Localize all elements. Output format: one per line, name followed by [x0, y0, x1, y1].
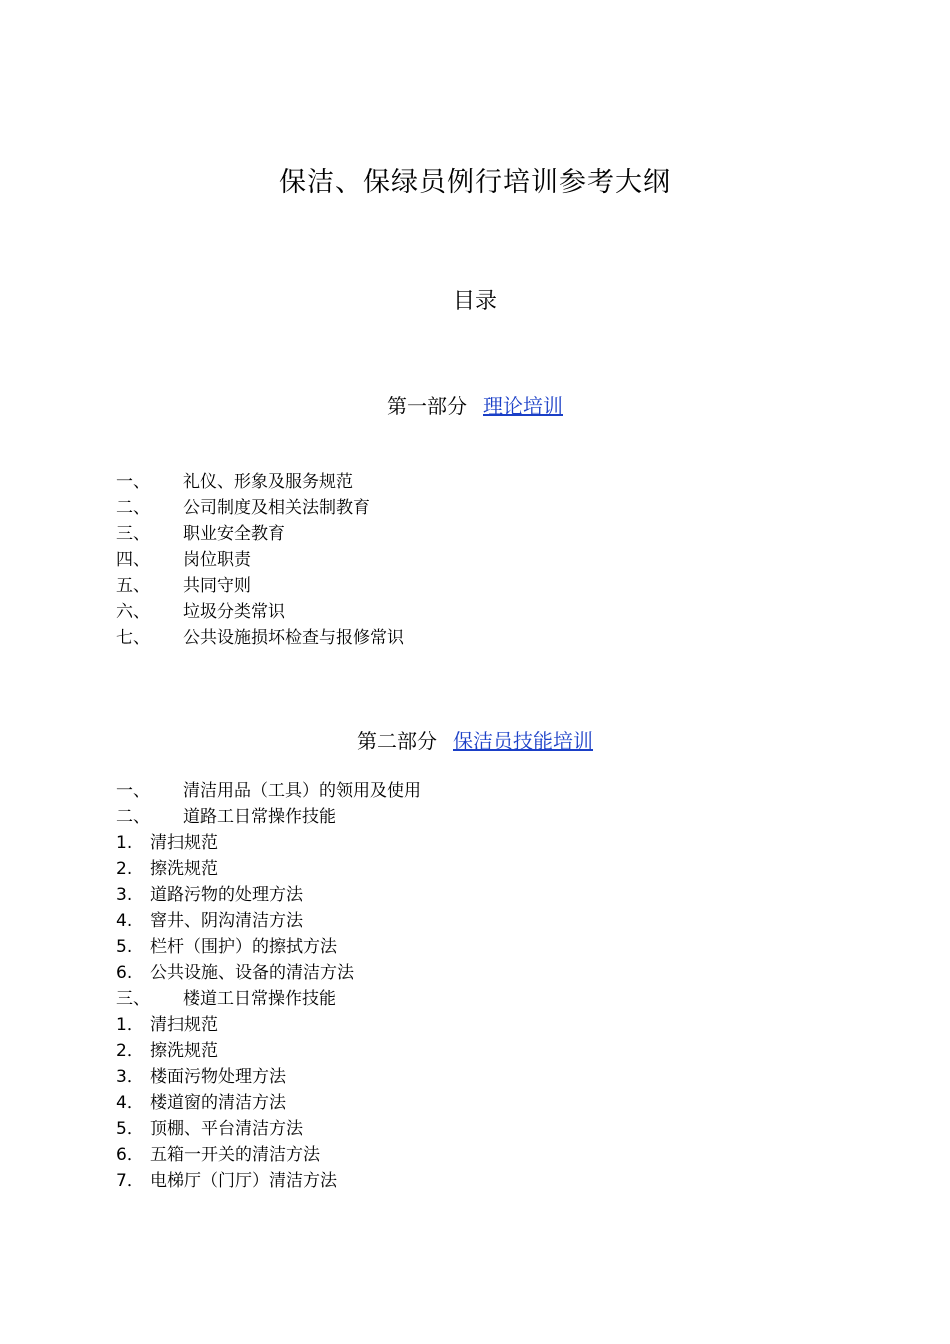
item-number: 四、: [116, 550, 150, 570]
list-item: [116, 830, 354, 856]
list-item: [116, 960, 354, 986]
list-item: [116, 882, 354, 908]
item-number: 三、: [116, 989, 150, 1009]
item-number: 二、: [116, 807, 150, 827]
item-number: 6．: [116, 1145, 144, 1165]
list-item: [116, 908, 354, 934]
list-item: [116, 1116, 337, 1142]
item-text: 公共设施、设备的清洁方法: [150, 963, 354, 983]
item-number: 7．: [116, 1171, 144, 1191]
item-text: 楼道窗的清洁方法: [150, 1093, 286, 1113]
item-text: 电梯厅（门厅）清洁方法: [150, 1171, 337, 1191]
item-text: 楼面污物处理方法: [150, 1067, 286, 1087]
list-item: [116, 495, 404, 521]
item-text: 楼道工日常操作技能: [183, 989, 336, 1009]
part2-section2-items: [116, 830, 354, 986]
item-number: 2．: [116, 1041, 144, 1061]
item-number: 5．: [116, 1119, 144, 1139]
list-item: [116, 547, 404, 573]
list-item: [116, 1064, 337, 1090]
list-item: [116, 1090, 337, 1116]
item-number: 一、: [116, 472, 150, 492]
item-text: 职业安全教育: [183, 524, 285, 544]
part2-label: 第二部分: [357, 729, 437, 753]
item-text: 栏杆（围护）的擦拭方法: [150, 937, 337, 957]
list-item: [116, 599, 404, 625]
part2-section3: [116, 986, 336, 1012]
item-number: 一、: [116, 781, 150, 801]
item-number: 六、: [116, 602, 150, 622]
part1-label: 第一部分: [387, 394, 467, 418]
list-item: [116, 1142, 337, 1168]
part2-heading: [0, 725, 950, 754]
item-text: 公共设施损坏检查与报修常识: [183, 628, 404, 648]
part2-section3-items: [116, 1012, 337, 1194]
item-number: 5.: [116, 937, 133, 957]
item-text: 道路污物的处理方法: [150, 885, 303, 905]
list-item: [116, 934, 354, 960]
part2-link[interactable]: 保洁员技能培训: [453, 729, 593, 753]
list-item: [116, 856, 354, 882]
item-text: 垃圾分类常识: [183, 602, 285, 622]
part1-list: [116, 469, 404, 651]
part1-heading: [0, 390, 950, 419]
item-number: 二、: [116, 498, 150, 518]
item-number: 4.: [116, 911, 133, 931]
part1-link[interactable]: 理论培训: [483, 394, 563, 418]
item-text: 顶棚、平台清洁方法: [150, 1119, 303, 1139]
document-title: 保洁、保绿员例行培训参考大纲: [279, 167, 671, 198]
item-number: 1．: [116, 1015, 144, 1035]
list-item: [116, 1038, 337, 1064]
item-text: 擦洗规范: [150, 859, 218, 879]
list-item: [116, 521, 404, 547]
item-text: 公司制度及相关法制教育: [183, 498, 370, 518]
list-item: [116, 986, 336, 1012]
list-item: [116, 1168, 337, 1194]
item-text: 清扫规范: [150, 833, 218, 853]
item-text: 五箱一开关的清洁方法: [150, 1145, 320, 1165]
list-item: [116, 469, 404, 495]
item-number: 五、: [116, 576, 150, 596]
item-number: 1.: [116, 833, 133, 853]
toc-heading: 目录: [452, 289, 497, 314]
item-number: 4．: [116, 1093, 144, 1113]
item-number: 3．: [116, 1067, 144, 1087]
item-text: 擦洗规范: [150, 1041, 218, 1061]
item-text: 道路工日常操作技能: [183, 807, 336, 827]
item-text: 礼仪、形象及服务规范: [183, 472, 353, 492]
item-number: 七、: [116, 628, 150, 648]
item-number: 2.: [116, 859, 133, 879]
list-item: [116, 573, 404, 599]
item-number: 6.: [116, 963, 133, 983]
list-item: [116, 625, 404, 651]
item-text: 窨井、阴沟清洁方法: [150, 911, 303, 931]
part2-section1: [116, 778, 421, 830]
item-text: 共同守则: [183, 576, 251, 596]
list-item: [116, 1012, 337, 1038]
item-number: 3.: [116, 885, 133, 905]
item-text: 岗位职责: [183, 550, 251, 570]
list-item: [116, 804, 421, 830]
list-item: [116, 778, 421, 804]
item-number: 三、: [116, 524, 150, 544]
item-text: 清洁用品（工具）的领用及使用: [183, 781, 421, 801]
item-text: 清扫规范: [150, 1015, 218, 1035]
